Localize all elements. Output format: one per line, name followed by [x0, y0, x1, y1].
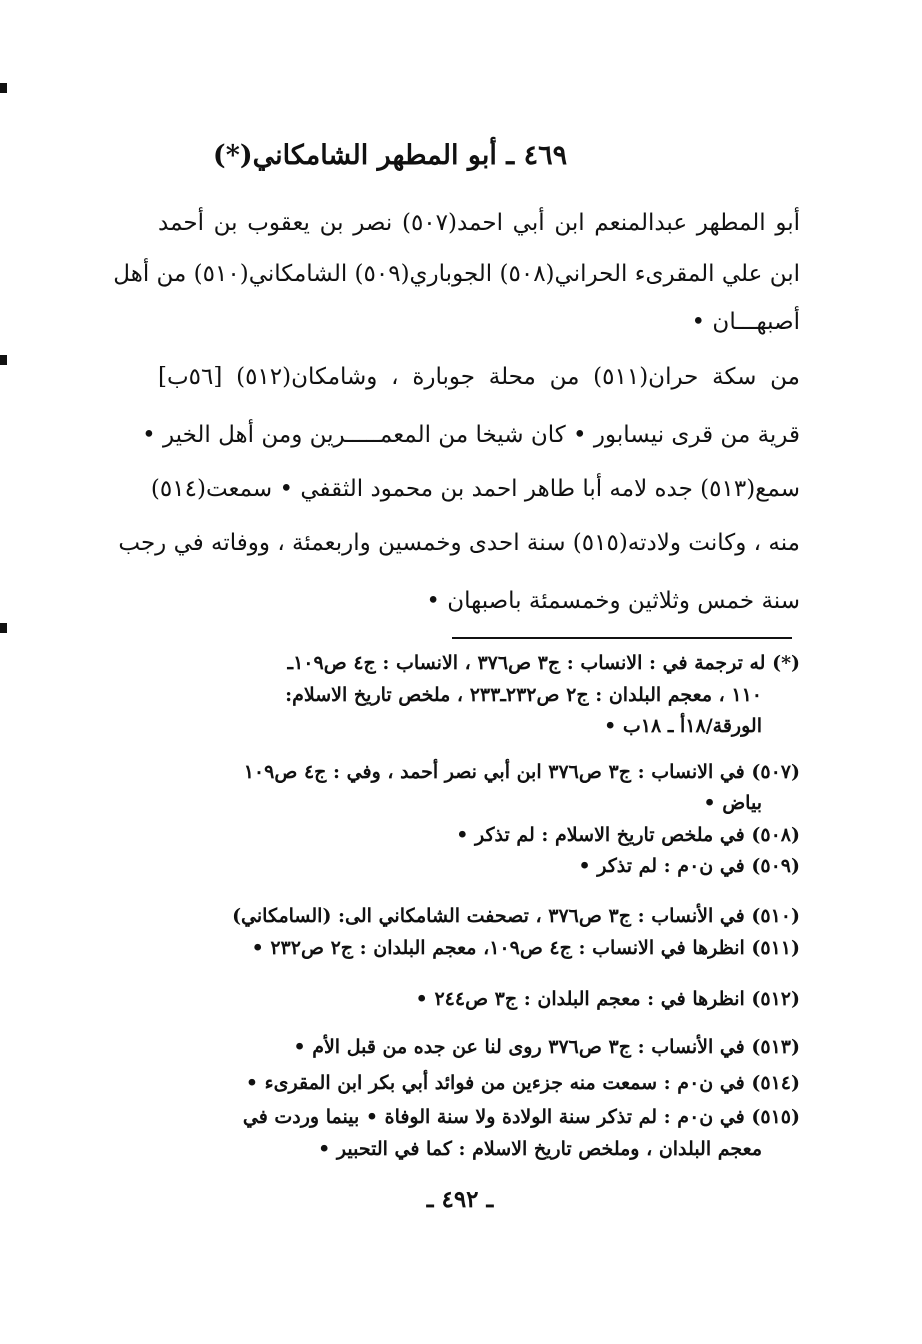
binding-mark: [0, 83, 7, 93]
footnote-line: بياض •: [703, 792, 762, 814]
footnote-line: ١١٠ ، معجم البلدان : ج٢ ص٢٣٢ـ٢٣٣ ، ملخص تاريخ الاسلام:: [285, 684, 762, 706]
footnote-divider: [452, 637, 792, 639]
binding-mark: [0, 623, 7, 633]
body-line: أبو المطهر عبدالمنعم ابن أبي احمد(٥٠٧) نصر بن يعقوب بن أحمد: [158, 210, 800, 236]
body-line: سمع(٥١٣) جده لامه أبا طاهر احمد بن محمود الثقفي • سمعت(٥١٤): [150, 476, 800, 502]
body-line: من سكة حران(٥١١) من محلة جوبارة ، وشامكان(٥١٢) [٥٦ب]: [158, 364, 800, 390]
footnote-line: (٥٠٧) في الانساب : ج٣ ص٣٧٦ ابن أبي نصر أحمد ، وفي : ج٤ ص١٠٩: [243, 761, 800, 783]
footnote-line: معجم البلدان ، وملخص تاريخ الاسلام : كما في التحبير •: [318, 1138, 762, 1160]
footnote-line: (٥١٥) في ن٠م : لم تذكر سنة الولادة ولا سنة الوفاة • بينما وردت في: [242, 1106, 800, 1128]
body-line: منه ، وكانت ولادته(٥١٥) سنة احدى وخمسين واربعمئة ، ووفاته في رجب: [118, 530, 800, 556]
footnote-line: (٥١٠) في الأنساب : ج٣ ص٣٧٦ ، تصحفت الشامكاني الى: (السامكاني): [232, 905, 800, 927]
footnote-line: (٥١٢) انظرها في : معجم البلدان : ج٣ ص٢٤٤ •: [415, 988, 800, 1010]
footnote-line: (٥٠٨) في ملخص تاريخ الاسلام : لم تذكر •: [456, 824, 800, 846]
body-line: قرية من قرى نيسابور • كان شيخا من المعمـــــرين ومن أهل الخير •: [142, 422, 800, 448]
footnote-line: الورقة/١٨أ ـ ١٨ب •: [604, 715, 762, 737]
footnote-line: (٥١١) انظرها في الانساب : ج٤ ص١٠٩، معجم البلدان : ج٢ ص٢٣٢ •: [251, 937, 800, 959]
body-line: أصبهـــان •: [691, 309, 800, 335]
body-line: ابن علي المقرىء الحراني(٥٠٨) الجوباري(٥٠٩) الشامكاني(٥١٠) من أهل: [113, 261, 800, 287]
footnote-line: (٥٠٩) في ن٠م : لم تذكر •: [578, 855, 800, 877]
body-line: سنة خمس وثلاثين وخمسمئة باصبهان •: [426, 588, 800, 614]
binding-mark: [0, 355, 7, 365]
footnote-line: (٥١٣) في الأنساب : ج٣ ص٣٧٦ روى لنا عن جده من قبل الأم •: [293, 1036, 800, 1058]
footnote-line: (*) له ترجمة في : الانساب : ج٣ ص٣٧٦ ، الانساب : ج٤ ص١٠٩ـ: [287, 652, 800, 674]
entry-title: ٤٦٩ ـ أبو المطهر الشامكاني(*): [212, 140, 568, 171]
page-number: ـ ٤٩٢ ـ: [426, 1186, 494, 1213]
footnote-line: (٥١٤) في ن٠م : سمعت منه جزءين من فوائد أبي بكر ابن المقرىء •: [245, 1072, 800, 1094]
